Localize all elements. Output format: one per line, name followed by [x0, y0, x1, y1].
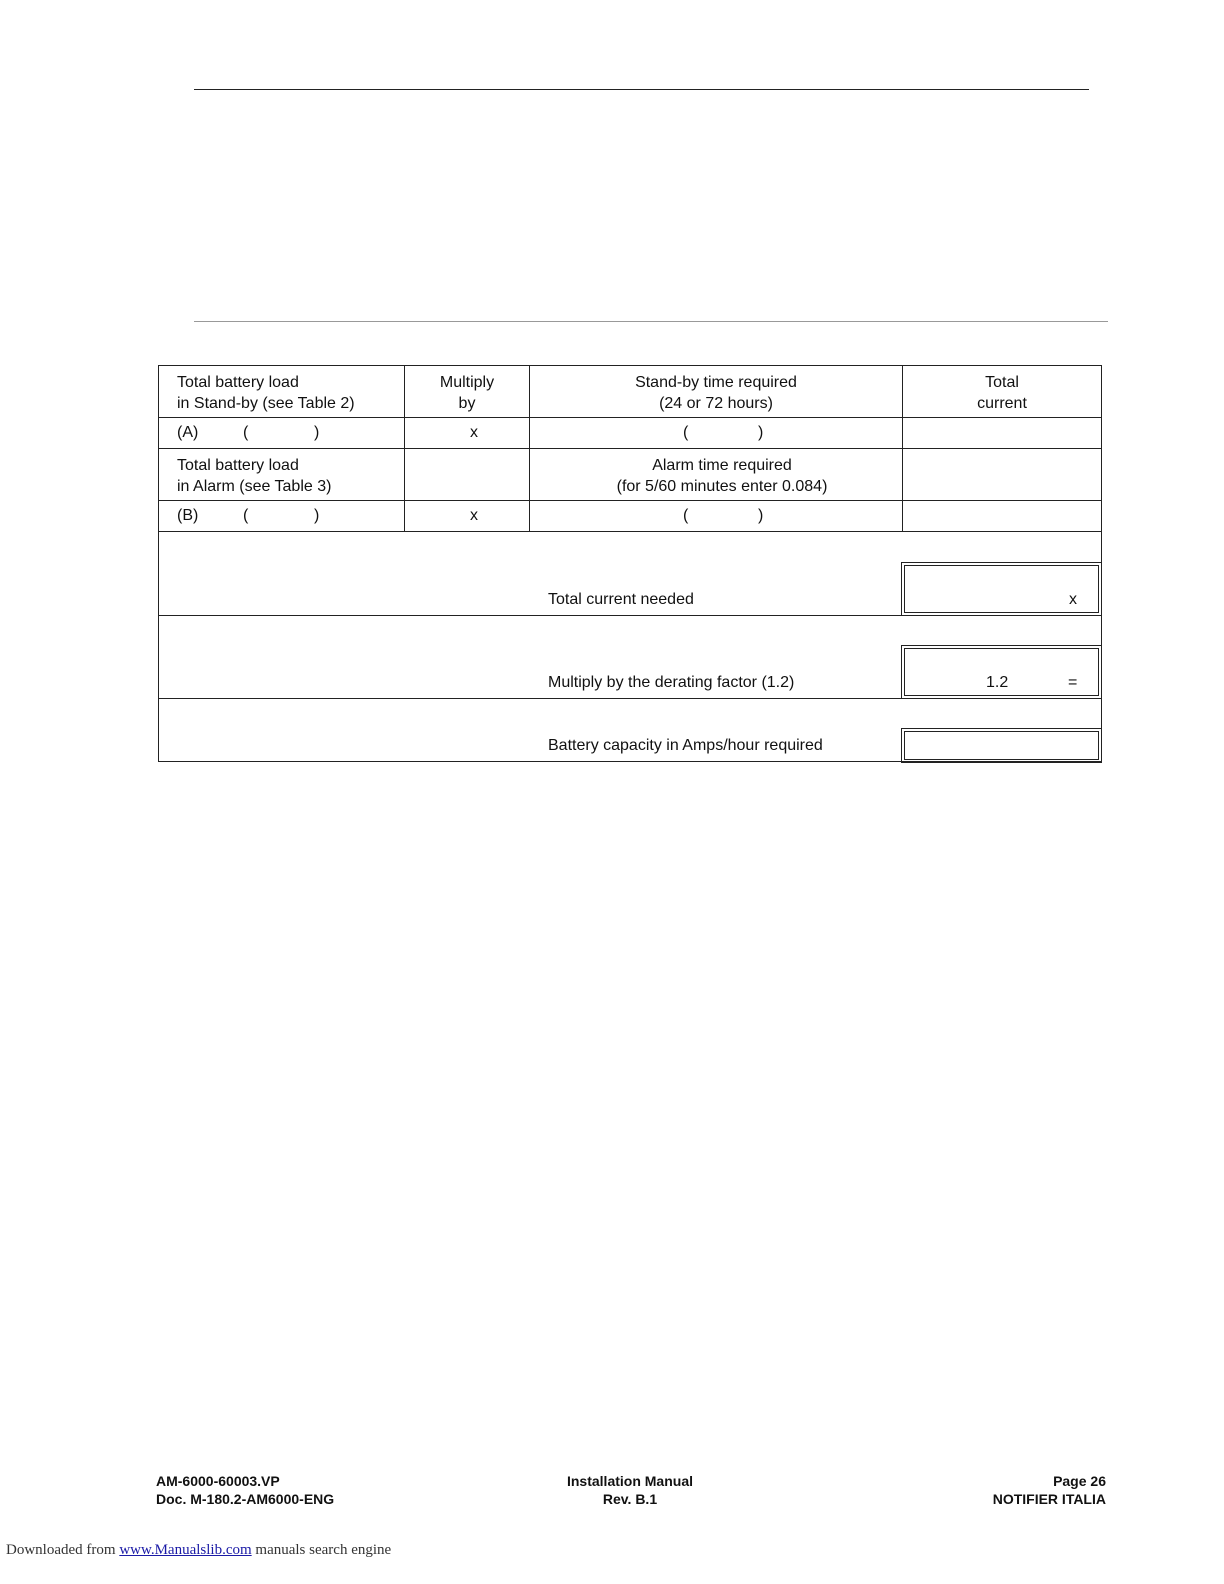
- total-current-needed-label: Total current needed: [548, 591, 694, 608]
- header-total-battery-load-standby: Total battery load in Stand-by (see Table 2): [177, 374, 355, 412]
- row-b-open-paren: (: [243, 507, 249, 524]
- footer-document-id: AM-6000-60003.VP Doc. M-180.2-AM6000-ENG: [156, 1473, 335, 1507]
- row-b-multiply-sign: x: [470, 507, 478, 524]
- row-a-time-open-paren: (: [683, 424, 689, 441]
- row-a-open-paren: (: [243, 424, 249, 441]
- row-b-time-open-paren: (: [683, 507, 689, 524]
- row-b-label: (B): [177, 507, 199, 524]
- footer-manual-title: Installation Manual Rev. B.1: [566, 1473, 693, 1507]
- derating-factor-value: 1.2: [986, 674, 1009, 691]
- row-a-label: (A): [177, 424, 199, 441]
- section-rule: [194, 321, 1108, 322]
- manualslib-link[interactable]: www.Manualslib.com: [119, 1542, 252, 1558]
- download-notice: Downloaded from www.Manualslib.com manuals search engine: [6, 1542, 392, 1558]
- row-b-close-paren: ): [314, 507, 320, 524]
- footer-page-info: Page 26 NOTIFIER ITALIA: [992, 1473, 1106, 1507]
- row-divider: [159, 531, 1101, 532]
- total-current-box: [901, 562, 1102, 616]
- row-divider: [159, 417, 1101, 418]
- row-divider: [159, 448, 1101, 449]
- row-a-multiply-sign: x: [470, 424, 478, 441]
- header-total-battery-load-alarm: Total battery load in Alarm (see Table 3): [177, 457, 332, 495]
- row-divider: [159, 500, 1101, 501]
- top-rule: [194, 89, 1089, 90]
- battery-calculation-table: [158, 365, 1102, 762]
- derating-box: [901, 645, 1102, 699]
- header-multiply-by: Multiply by: [439, 374, 495, 412]
- header-alarm-time-required: Alarm time required (for 5/60 minutes enter 0.084): [616, 457, 828, 495]
- header-total-current: Total current: [977, 374, 1027, 412]
- battery-capacity-box: [901, 728, 1102, 763]
- row-b-time-close-paren: ): [758, 507, 764, 524]
- derating-equals-sign: =: [1068, 674, 1078, 691]
- total-current-multiply-sign: x: [1069, 591, 1077, 608]
- row-a-time-close-paren: ): [758, 424, 764, 441]
- derating-factor-label: Multiply by the derating factor (1.2): [548, 674, 795, 691]
- header-standby-time-required: Stand-by time required (24 or 72 hours): [635, 374, 797, 412]
- battery-capacity-label: Battery capacity in Amps/hour required: [548, 737, 823, 754]
- row-a-close-paren: ): [314, 424, 320, 441]
